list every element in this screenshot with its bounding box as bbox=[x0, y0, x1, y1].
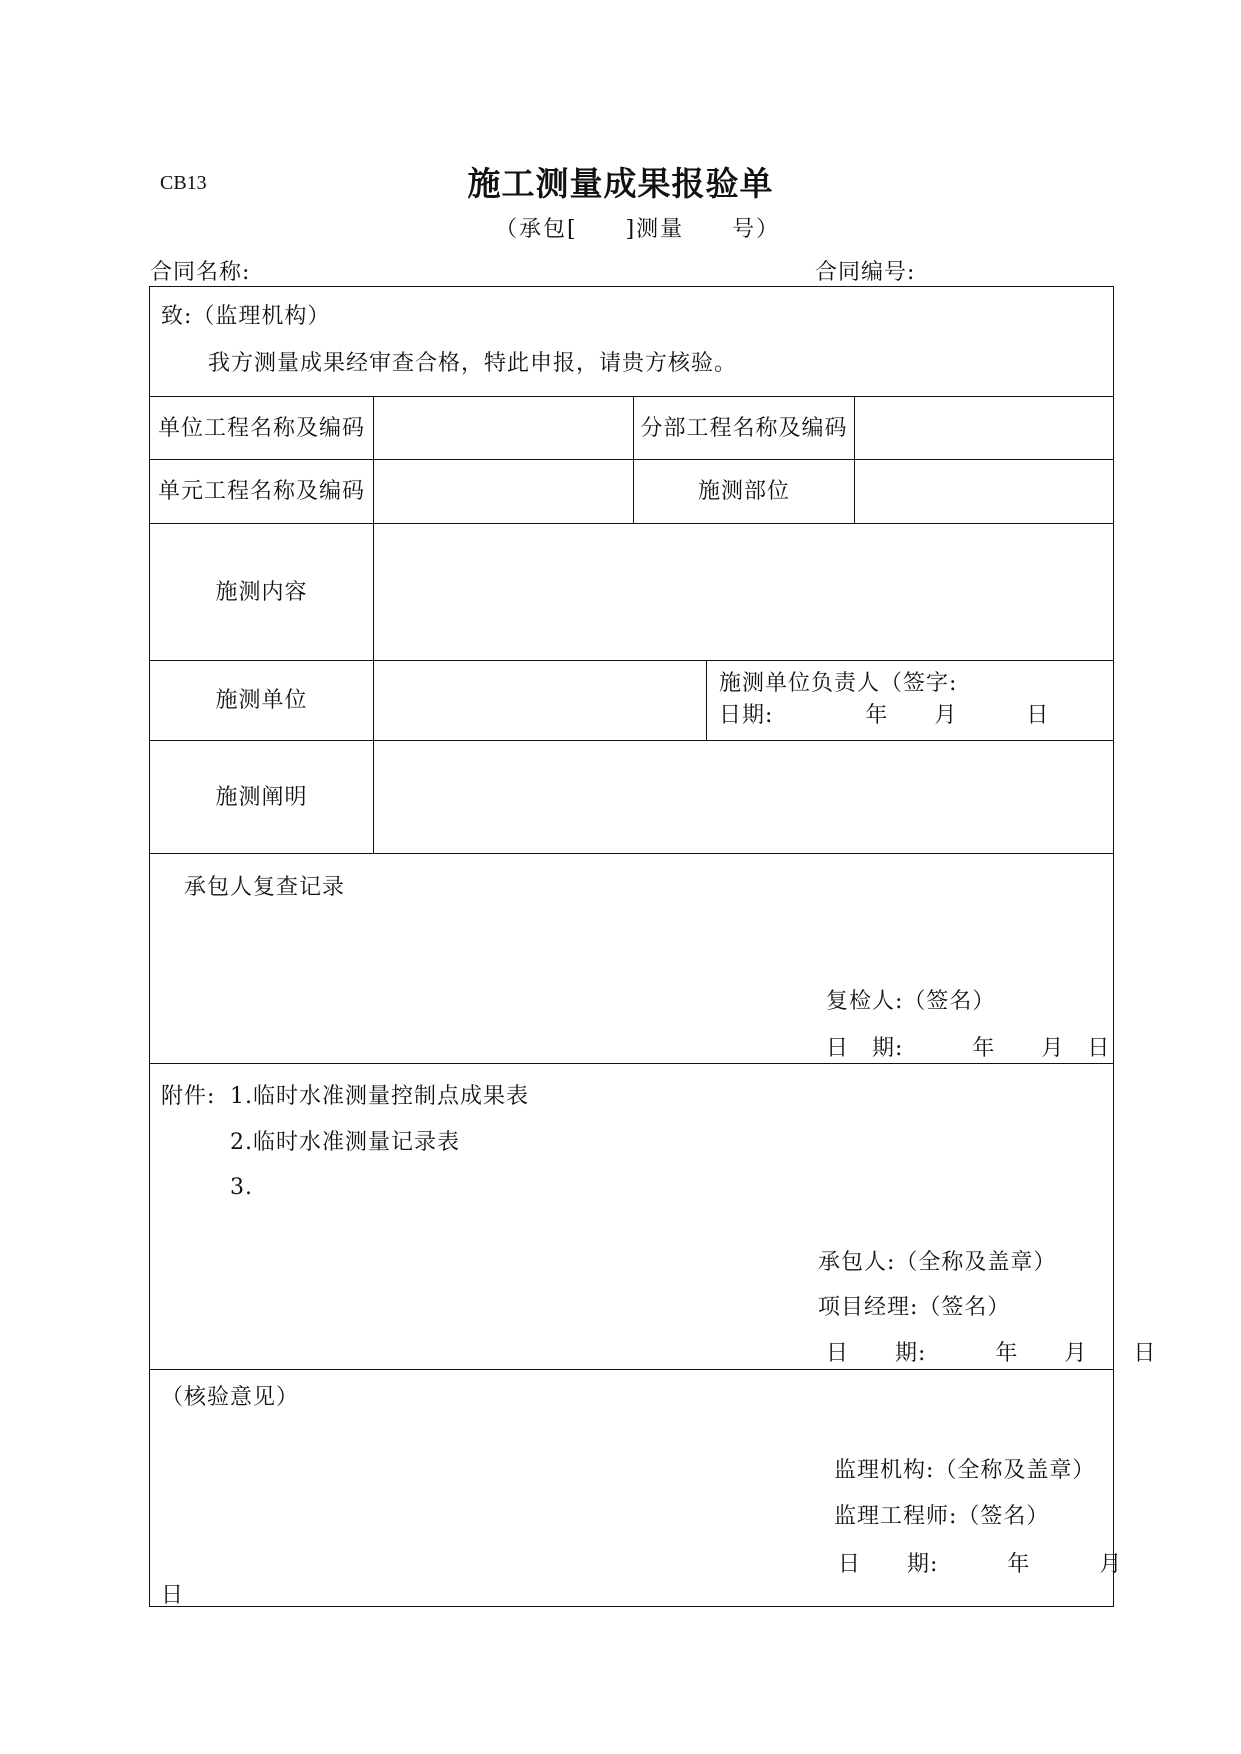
row-divider bbox=[149, 853, 1114, 854]
survey-content-label: 施测内容 bbox=[215, 579, 308, 605]
form-number-line: （承包[ ]测量 号） bbox=[495, 217, 781, 242]
unit-project-label: 单位工程名称及编码 bbox=[157, 415, 365, 441]
attachment-item: 3. bbox=[230, 1175, 253, 1200]
contractor-review-date[interactable]: 日 期: 年 月 日 bbox=[826, 1036, 1111, 1061]
element-project-label: 单元工程名称及编码 bbox=[157, 479, 365, 504]
row-divider bbox=[149, 1369, 1114, 1370]
column-divider bbox=[706, 660, 707, 740]
survey-statement-value[interactable] bbox=[374, 741, 1113, 853]
contract-number-label: 合同编号: bbox=[815, 260, 916, 285]
survey-unit-value[interactable] bbox=[374, 661, 706, 740]
survey-unit-leader-signature[interactable]: 施测单位负责人（签字: bbox=[719, 671, 958, 696]
survey-unit-date[interactable]: 日期: 年 月 日 bbox=[719, 703, 1050, 728]
supervisor-seal[interactable]: 监理机构:（全称及盖章） bbox=[834, 1458, 1096, 1483]
page-title: 施工测量成果报验单 bbox=[467, 164, 774, 203]
verification-date[interactable]: 日 期: 年 月 bbox=[838, 1552, 1123, 1577]
verification-date-day: 日 bbox=[161, 1583, 185, 1608]
attachments-label: 附件: bbox=[161, 1084, 216, 1109]
survey-location-label: 施测部位 bbox=[697, 479, 790, 504]
supervising-engineer-signature[interactable]: 监理工程师:（签名） bbox=[834, 1504, 1050, 1529]
contractor-seal[interactable]: 承包人:（全称及盖章） bbox=[818, 1250, 1057, 1275]
survey-statement-label: 施测阐明 bbox=[215, 784, 308, 810]
survey-unit-label: 施测单位 bbox=[215, 688, 308, 713]
contract-name-label: 合同名称: bbox=[150, 260, 251, 285]
attachments-date[interactable]: 日 期: 年 月 日 bbox=[826, 1341, 1157, 1366]
survey-content-value[interactable] bbox=[374, 524, 1113, 660]
attachment-item: 2.临时水准测量记录表 bbox=[230, 1130, 460, 1155]
addressee-label: 致:（监理机构） bbox=[161, 304, 331, 329]
submission-statement: 我方测量成果经审查合格，特此申报，请贵方核验。 bbox=[208, 351, 738, 376]
unit-project-value[interactable] bbox=[374, 397, 633, 459]
project-manager-signature[interactable]: 项目经理:（签名） bbox=[818, 1295, 1011, 1320]
verification-opinion-label: （核验意见） bbox=[161, 1385, 300, 1410]
form-code: CB13 bbox=[160, 172, 207, 194]
contractor-review-label: 承包人复查记录 bbox=[184, 875, 346, 900]
attachment-item: 1.临时水准测量控制点成果表 bbox=[230, 1084, 529, 1109]
rechecker-signature[interactable]: 复检人:（签名） bbox=[826, 989, 996, 1014]
element-project-value[interactable] bbox=[374, 460, 633, 523]
survey-location-value[interactable] bbox=[855, 460, 1113, 523]
division-project-value[interactable] bbox=[855, 397, 1113, 459]
division-project-label: 分部工程名称及编码 bbox=[640, 415, 848, 441]
